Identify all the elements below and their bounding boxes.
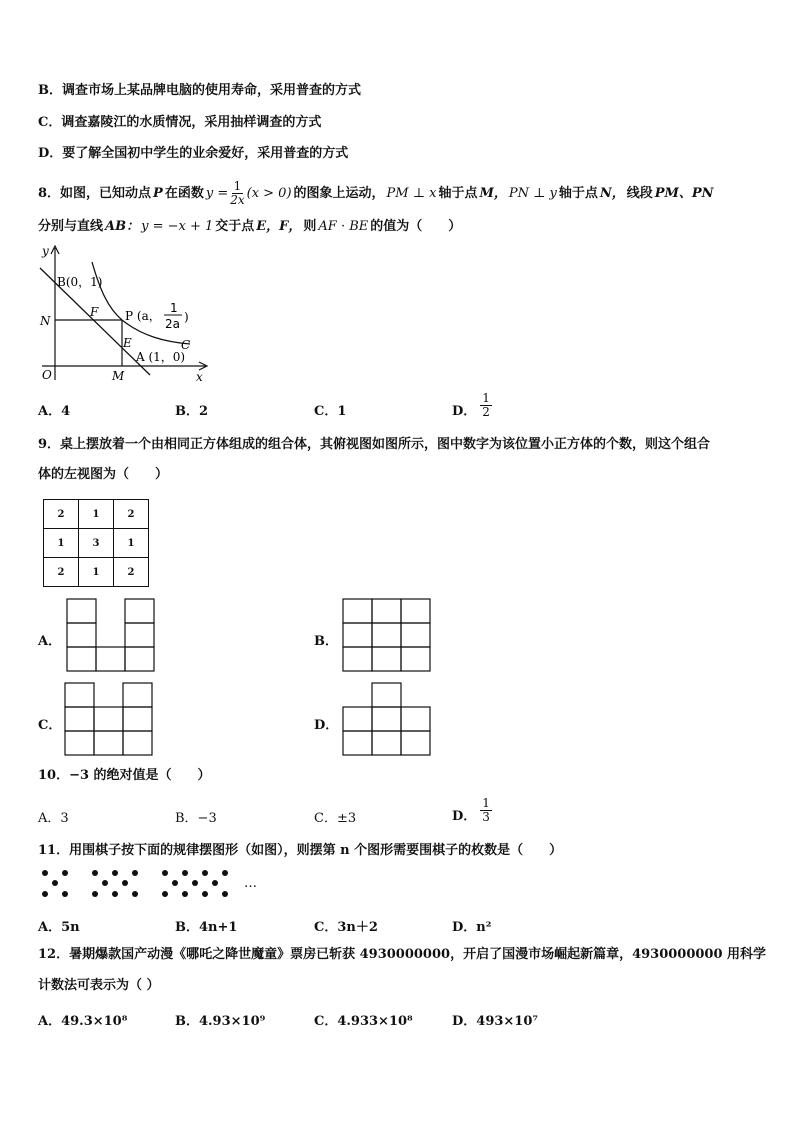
q8-func-fraction xyxy=(230,180,244,207)
q8-stem-line1 xyxy=(38,180,714,207)
q8-text2: 的图象上运动， xyxy=(293,185,385,201)
q9-option-a-label: A． xyxy=(38,634,62,649)
q8-pm: PM ⊥ x xyxy=(386,185,437,201)
q8-point-p: P xyxy=(153,185,163,201)
label-y: y xyxy=(42,244,49,258)
q12-option-d: D．493×10⁷ xyxy=(452,1014,539,1029)
q9-option-b-label: B． xyxy=(314,634,338,649)
q8-option-d-num: 1 xyxy=(482,391,490,405)
q10-option-d-fraction xyxy=(480,797,492,824)
q8-m: M， xyxy=(479,185,507,201)
q10-option-d-num: 1 xyxy=(482,796,490,810)
q8-stem-line2 xyxy=(38,219,461,235)
label-p-den: 2a xyxy=(165,317,180,331)
q8-option-d-den: 2 xyxy=(482,405,490,419)
q11-option-c: C．3n＋2 xyxy=(314,920,378,935)
grid-row xyxy=(44,558,149,587)
q8-product: AF · BE xyxy=(318,219,369,234)
q8-func-den: 2x xyxy=(230,193,245,207)
ellipsis: … xyxy=(244,876,257,891)
grid-cell: 2 xyxy=(44,500,79,529)
q11-option-a: A．5n xyxy=(38,920,80,935)
q8-line2-d: 的值为（ ） xyxy=(370,219,462,234)
stone-dot xyxy=(112,870,118,876)
label-o: O xyxy=(42,368,52,382)
q8-figure xyxy=(30,240,230,385)
stone-dot xyxy=(222,870,228,876)
grid-cell: 2 xyxy=(114,500,149,529)
stone-dot xyxy=(62,870,68,876)
stone-dot xyxy=(182,891,188,897)
q10-option-b: B．−3 xyxy=(175,811,217,826)
stone-dot xyxy=(212,880,218,886)
grid-cell: 1 xyxy=(114,529,149,558)
q9-option-c-label: C． xyxy=(38,718,62,733)
label-f: F xyxy=(90,305,99,319)
q10-option-c: C．±3 xyxy=(314,811,357,826)
stone-dot xyxy=(162,891,168,897)
stone-dot xyxy=(192,880,198,886)
q8-func-num: 1 xyxy=(233,179,242,193)
label-a: A (1，0) xyxy=(136,350,186,364)
q8-text1: 在函数 xyxy=(164,185,204,201)
stone-dot xyxy=(52,880,58,886)
label-p-close: ) xyxy=(184,310,189,324)
stone-dot xyxy=(62,891,68,897)
q10-option-d-label: D． xyxy=(452,809,477,824)
grid-row xyxy=(44,529,149,558)
stone-dot xyxy=(102,880,108,886)
grid-cell: 1 xyxy=(79,558,114,587)
label-p-num: 1 xyxy=(170,301,178,315)
q12-stem-line2: 计数法可表示为（ ） xyxy=(38,978,160,993)
q8-prefix: 8．如图，已知动点 xyxy=(38,185,152,201)
q8-line2-b: 交于点 xyxy=(215,219,255,234)
stone-dot xyxy=(202,870,208,876)
stone-dot xyxy=(122,880,128,886)
label-c: C xyxy=(181,338,191,352)
stone-dot xyxy=(132,870,138,876)
q8-func-y: y = xyxy=(205,185,229,201)
q8-option-c: C．1 xyxy=(314,404,347,419)
q8-text3: 轴于点 xyxy=(438,185,478,201)
label-n: N xyxy=(40,314,51,328)
q8-line2-a: 分别与直线 xyxy=(38,219,104,234)
stone-dot xyxy=(92,870,98,876)
stone-dot xyxy=(92,891,98,897)
q7-option-d: D．要了解全国初中学生的业余爱好，采用普查的方式 xyxy=(38,146,349,161)
q9-option-d-label: D． xyxy=(314,718,339,733)
stone-dot xyxy=(172,880,178,886)
q9-top-view-grid xyxy=(43,499,149,587)
q8-func-cond: (x > 0) xyxy=(246,185,292,201)
q9-option-a-figure xyxy=(64,597,158,675)
q8-line2-c: 则 xyxy=(303,219,317,234)
q8-n: N， xyxy=(599,185,625,201)
q12-option-c: C．4.933×10⁸ xyxy=(314,1014,413,1029)
q10-option-d-den: 3 xyxy=(482,810,490,824)
q10-option-a: A．3 xyxy=(38,811,69,826)
label-b: B(0，1) xyxy=(57,275,103,289)
grid-cell: 2 xyxy=(44,558,79,587)
label-p: P (a， xyxy=(125,309,161,323)
grid-row xyxy=(44,500,149,529)
grid-cell: 1 xyxy=(44,529,79,558)
q8-text5: 线段 xyxy=(626,185,653,201)
q8-option-d-fraction xyxy=(480,392,492,419)
stone-dot xyxy=(112,891,118,897)
label-m: M xyxy=(112,369,125,383)
q8-pmpn: PM、PN xyxy=(654,185,714,201)
q8-option-d xyxy=(452,392,492,419)
q11-stone-patterns xyxy=(38,866,268,902)
q8-option-b: B．2 xyxy=(175,404,209,419)
q8-ab: AB： xyxy=(105,219,140,234)
stone-dot xyxy=(42,870,48,876)
stone-dot xyxy=(162,870,168,876)
q7-option-b: B．调查市场上某品牌电脑的使用寿命，采用普查的方式 xyxy=(38,83,361,98)
stone-dot xyxy=(222,891,228,897)
q11-option-b: B．4n+1 xyxy=(175,920,238,935)
label-e: E xyxy=(123,336,132,350)
grid-cell: 1 xyxy=(79,500,114,529)
q8-ef: E，F， xyxy=(256,219,302,234)
stone-dot xyxy=(42,891,48,897)
q8-text4: 轴于点 xyxy=(558,185,598,201)
q10-option-d xyxy=(452,797,492,824)
q12-stem-line1: 12．暑期爆款国产动漫《哪吒之降世魔童》票房已斩获 4930000000，开启了国漫市场崛起新篇章，4930000000 用科学 xyxy=(38,947,767,962)
q10-stem: 10．−3 的绝对值是（ ） xyxy=(38,768,211,783)
q8-line-equation: y = −x + 1 xyxy=(141,219,214,234)
stone-dot xyxy=(182,870,188,876)
q7-option-c: C．调查嘉陵江的水质情况，采用抽样调查的方式 xyxy=(38,115,322,130)
q9-stem-line1: 9．桌上摆放着一个由相同正方体组成的组合体，其俯视图如图所示，图中数字为该位置小正方体的个数，则这个组合 xyxy=(38,437,711,452)
grid-cell: 3 xyxy=(79,529,114,558)
q11-stem: 11．用围棋子按下面的规律摆图形（如图），则摆第 n 个图形需要围棋子的枚数是（ ） xyxy=(38,843,563,858)
q8-option-d-label: D． xyxy=(452,404,477,419)
q9-option-b-figure xyxy=(340,597,434,675)
stone-dot xyxy=(132,891,138,897)
q12-option-a: A．49.3×10⁸ xyxy=(38,1014,128,1029)
q12-option-b: B．4.93×10⁹ xyxy=(175,1014,266,1029)
q9-option-d-figure xyxy=(340,681,434,759)
grid-cell: 2 xyxy=(114,558,149,587)
q8-pn: PN ⊥ y xyxy=(508,185,557,201)
q9-stem-line2: 体的左视图为（ ） xyxy=(38,467,169,482)
q11-option-d: D．n² xyxy=(452,920,492,935)
stone-dot xyxy=(202,891,208,897)
label-x: x xyxy=(196,370,203,384)
q9-option-c-figure xyxy=(62,681,156,759)
q8-option-a: A．4 xyxy=(38,404,71,419)
